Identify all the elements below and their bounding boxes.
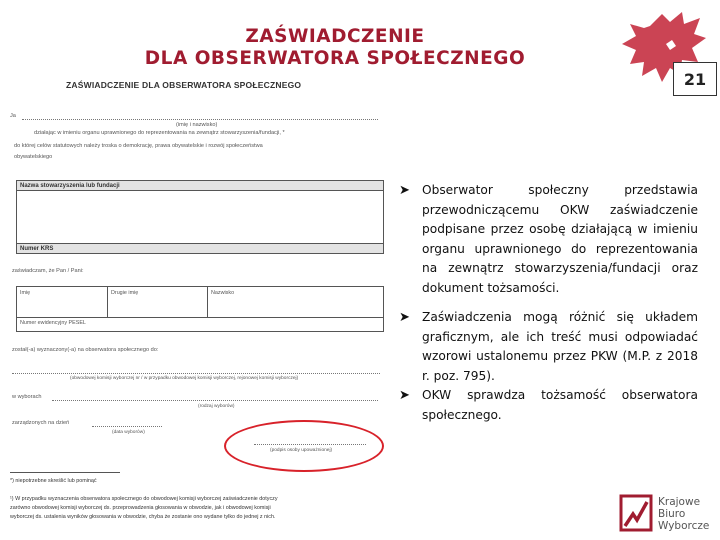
doc-line-dzialajac: działając w imieniu organu uprawnionego do reprezentowania na zewnątrz stowarzyszenia/fundacji, * [34,130,285,136]
dotted-line [12,373,380,374]
surname-label: Nazwisko [211,290,235,296]
second-name-label: Drugie imię [111,290,139,296]
bullet-text: OKW sprawdza tożsamość obserwatora społecznego. [422,388,698,422]
footnote-2-line3: wyborczej ds. ustalenia wyników głosowania w obwodzie, chyba że zostanie ono wydane tylko do jednej z nich. [10,514,276,520]
dotted-line [52,400,378,401]
pesel-label: Numer ewidencyjny PESEL [20,320,86,326]
organization-box [16,180,384,254]
arrow-bullet-icon: ➤ [399,388,410,403]
footnote-divider [10,472,120,473]
doc-line-ja: Ja [10,113,16,119]
footnote-1: *) niepotrzebne skreślić lub pominąć [10,478,97,484]
slide-title-line1: ZAŚWIADCZENIE [245,26,425,47]
arrow-bullet-icon: ➤ [399,310,410,325]
eagle-logo-icon [612,4,712,115]
kbw-line1: Krajowe [658,496,701,508]
doc-line-podpis: (podpis osoby upoważnionej) [270,448,333,453]
doc-line-zostal: został(-a) wyznaczony(-a) na obserwatora społecznego do: [12,347,159,353]
bullet-item [398,181,698,298]
kbw-logo-icon [619,494,653,537]
document-title: ZAŚWIADCZENIE DLA OBSERWATORA SPOŁECZNEGO [66,80,302,90]
footnote-2-line2: zarówno obwodowej komisji wyborczej ds. przeprowadzenia głosowania w obwodzie, jak i obwodowej komisji [10,505,271,511]
dotted-line [92,426,162,427]
doc-line-komisji: (obwodowej komisji wyborczej nr / w przypadku obwodowej komisji wyborczej, rejonowej komisji wyborczej) [70,376,299,381]
doc-line-rodzaj: (rodzaj wyborów) [198,404,235,409]
kbw-line2: Biuro [658,508,686,520]
slide-title [120,26,550,70]
first-name-label: Imię [20,290,31,296]
krs-label: Numer KRS [17,243,383,253]
person-box [16,286,384,332]
footnote-2-line1: ¹) W przypadku wyznaczenia obserwatora społecznego do obwodowej komisji wyborczej zaświadczenie dotyczy [10,496,278,502]
cell-divider [207,287,208,317]
doc-line-zarzadzonych: zarządzonych na dzień [12,420,70,426]
doc-line-w-wyborach: w wyborach [12,394,42,400]
cell-divider [107,287,108,317]
cell-divider [17,317,383,318]
kbw-line3: Wyborcze [658,520,710,532]
bullet-item [398,386,698,425]
signature-highlight-circle [224,420,384,472]
kbw-brand-text [658,496,709,532]
doc-line-imie: (imię i nazwisko) [176,122,218,128]
dotted-line [22,119,378,120]
bullet-list [398,181,698,425]
doc-line-data: (data wyborów) [112,430,145,435]
doc-line-zaswiadczam: zaświadczam, że Pan / Pani: [12,268,84,274]
doc-line-do-ktorej: do której celów statutowych należy troska o demokrację, prawa obywatelskie i rozwój społeczeństwa [14,143,263,149]
page-number: 21 [673,62,717,96]
bullet-text: Zaświadczenia mogą różnić się układem graficznym, ale ich treść musi odpowiadać wzorowi ustalonemu przez PKW (M.P. z 2018 r. poz. 795). [422,310,698,383]
slide-title-line2: DLA OBSERWATORA SPOŁECZNEGO [144,48,526,69]
certificate-document [8,74,386,534]
arrow-bullet-icon: ➤ [399,183,410,198]
bullet-text: Obserwator społeczny przedstawia przewodniczącemu OKW zaświadczenie podpisane przez osobę działającą w imieniu organu uprawnionego do reprezentowania na zewnątrz stowarzyszenia/fundacji oraz dokument tożsamości. [422,183,698,295]
doc-line-obywatelskiego: obywatelskiego [14,154,53,160]
bullet-item [398,308,698,386]
organization-box-header: Nazwa stowarzyszenia lub fundacji [17,181,383,191]
